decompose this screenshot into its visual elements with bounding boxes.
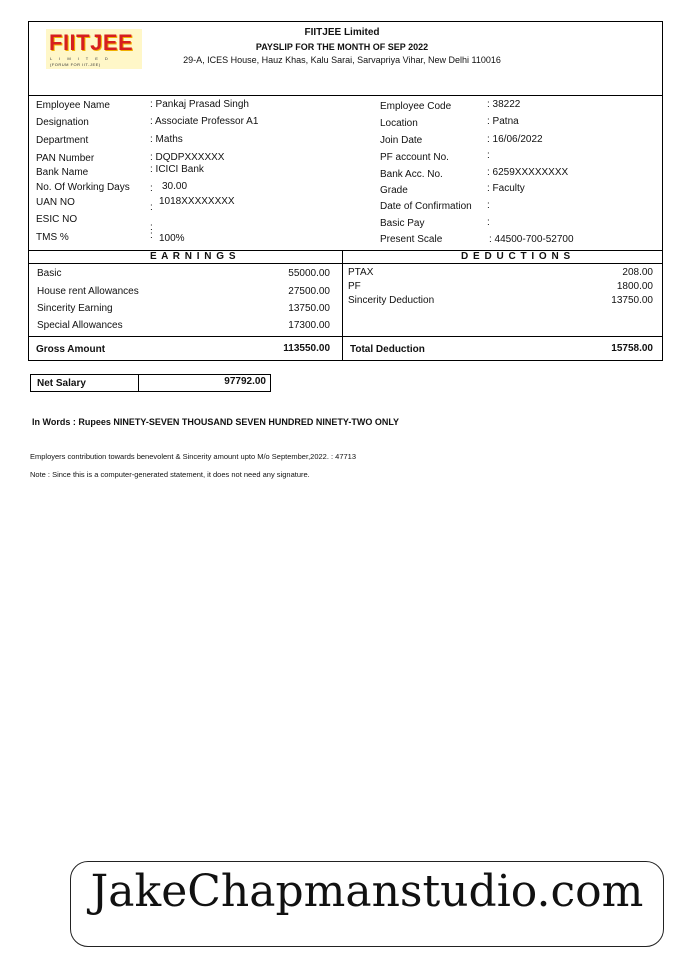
value-location: : Patna: [487, 116, 519, 127]
earning-label: Special Allowances: [37, 320, 123, 331]
logo-subtitle: LIMITED: [50, 56, 115, 61]
label-employee-code: Employee Code: [380, 101, 452, 112]
earning-amount: 13750.00: [288, 303, 330, 314]
deduction-amount: 1800.00: [616, 281, 653, 292]
column-divider: [138, 374, 139, 392]
watermark-text: JakeChapmanstudio.com: [90, 866, 644, 917]
label-uan: UAN NO: [36, 197, 75, 208]
label-employee-name: Employee Name: [36, 100, 110, 111]
divider: [28, 336, 663, 337]
logo-tagline: (FORUM FOR IIT-JEE): [50, 62, 101, 67]
net-salary-value: 97792.00: [224, 376, 266, 387]
value-esic: :: [150, 222, 153, 233]
colon: :: [150, 202, 153, 213]
value-basic-pay: :: [487, 217, 490, 228]
amount-in-words: In Words : Rupees NINETY-SEVEN THOUSAND SEVEN HUNDRED NINETY-TWO ONLY: [32, 417, 400, 427]
colon: :: [150, 230, 153, 241]
label-location: Location: [380, 118, 418, 129]
label-bank-name: Bank Name: [36, 167, 89, 178]
colon: :: [150, 183, 153, 194]
gross-amount-label: Gross Amount: [36, 344, 106, 355]
computer-generated-note: Note : Since this is a computer-generated statement, it does not need any signature.: [30, 470, 310, 479]
value-grade: : Faculty: [487, 183, 525, 194]
label-confirmation-date: Date of Confirmation: [380, 201, 472, 212]
value-employee-code: : 38222: [487, 99, 521, 110]
deduction-amount: 208.00: [622, 267, 653, 278]
deductions-heading: D E D U C T I O N S: [461, 251, 572, 262]
label-tms: TMS %: [36, 232, 69, 243]
total-deduction-value: 15758.00: [611, 343, 653, 354]
value-pf-account: :: [487, 150, 490, 161]
earning-amount: 27500.00: [288, 286, 330, 297]
value-designation: : Associate Professor A1: [150, 116, 259, 127]
label-pf-account: PF account No.: [380, 152, 449, 163]
earning-label: House rent Allowances: [37, 286, 139, 297]
deduction-label: PTAX: [348, 267, 374, 278]
logo-wordmark: FIITJEE: [49, 30, 134, 55]
payslip-title: PAYSLIP FOR THE MONTH OF SEP 2022: [255, 42, 429, 52]
column-divider: [342, 250, 343, 361]
label-join-date: Join Date: [380, 135, 423, 146]
deduction-label: Sincerity Deduction: [348, 295, 435, 306]
earning-amount: 55000.00: [288, 268, 330, 279]
label-working-days: No. Of Working Days: [36, 182, 130, 193]
divider: [28, 263, 663, 264]
earning-label: Sincerity Earning: [37, 303, 113, 314]
earnings-heading: E A R N I N G S: [150, 251, 237, 262]
earning-label: Basic: [37, 268, 62, 279]
label-designation: Designation: [36, 117, 89, 128]
net-salary-label: Net Salary: [37, 378, 86, 389]
value-employee-name: : Pankaj Prasad Singh: [150, 99, 249, 110]
employer-contribution-note: Employers contribution towards benevolent & Sincerity amount upto M/o September,2022. : 47713: [30, 452, 357, 461]
deduction-label: PF: [348, 281, 361, 292]
value-tms: 100%: [159, 233, 185, 244]
label-present-scale: Present Scale: [380, 234, 443, 245]
value-working-days: 30.00: [162, 181, 188, 192]
company-address: 29-A, ICES House, Hauz Khas, Kalu Sarai, Sarvapriya Vihar, New Delhi 110016: [183, 55, 501, 65]
earning-amount: 17300.00: [288, 320, 330, 331]
gross-amount-value: 113550.00: [283, 343, 330, 354]
divider: [28, 95, 663, 96]
label-basic-pay: Basic Pay: [380, 218, 425, 229]
label-department: Department: [36, 135, 89, 146]
label-grade: Grade: [380, 185, 408, 196]
value-pan: : DQDPXXXXXX: [150, 152, 225, 163]
value-department: : Maths: [150, 134, 183, 145]
deduction-amount: 13750.00: [611, 295, 653, 306]
label-esic: ESIC NO: [36, 214, 78, 225]
label-pan: PAN Number: [36, 153, 95, 164]
value-confirmation-date: :: [487, 200, 490, 211]
total-deduction-label: Total Deduction: [350, 344, 425, 355]
value-bank-name: : ICICI Bank: [150, 164, 204, 175]
label-bank-acc: Bank Acc. No.: [380, 169, 443, 180]
value-present-scale: : 44500-700-52700: [489, 234, 574, 245]
company-name: FIITJEE Limited: [304, 27, 380, 38]
value-join-date: : 16/06/2022: [487, 134, 543, 145]
value-uan: 1018XXXXXXXX: [159, 196, 235, 207]
value-bank-acc: : 6259XXXXXXXX: [487, 167, 569, 178]
